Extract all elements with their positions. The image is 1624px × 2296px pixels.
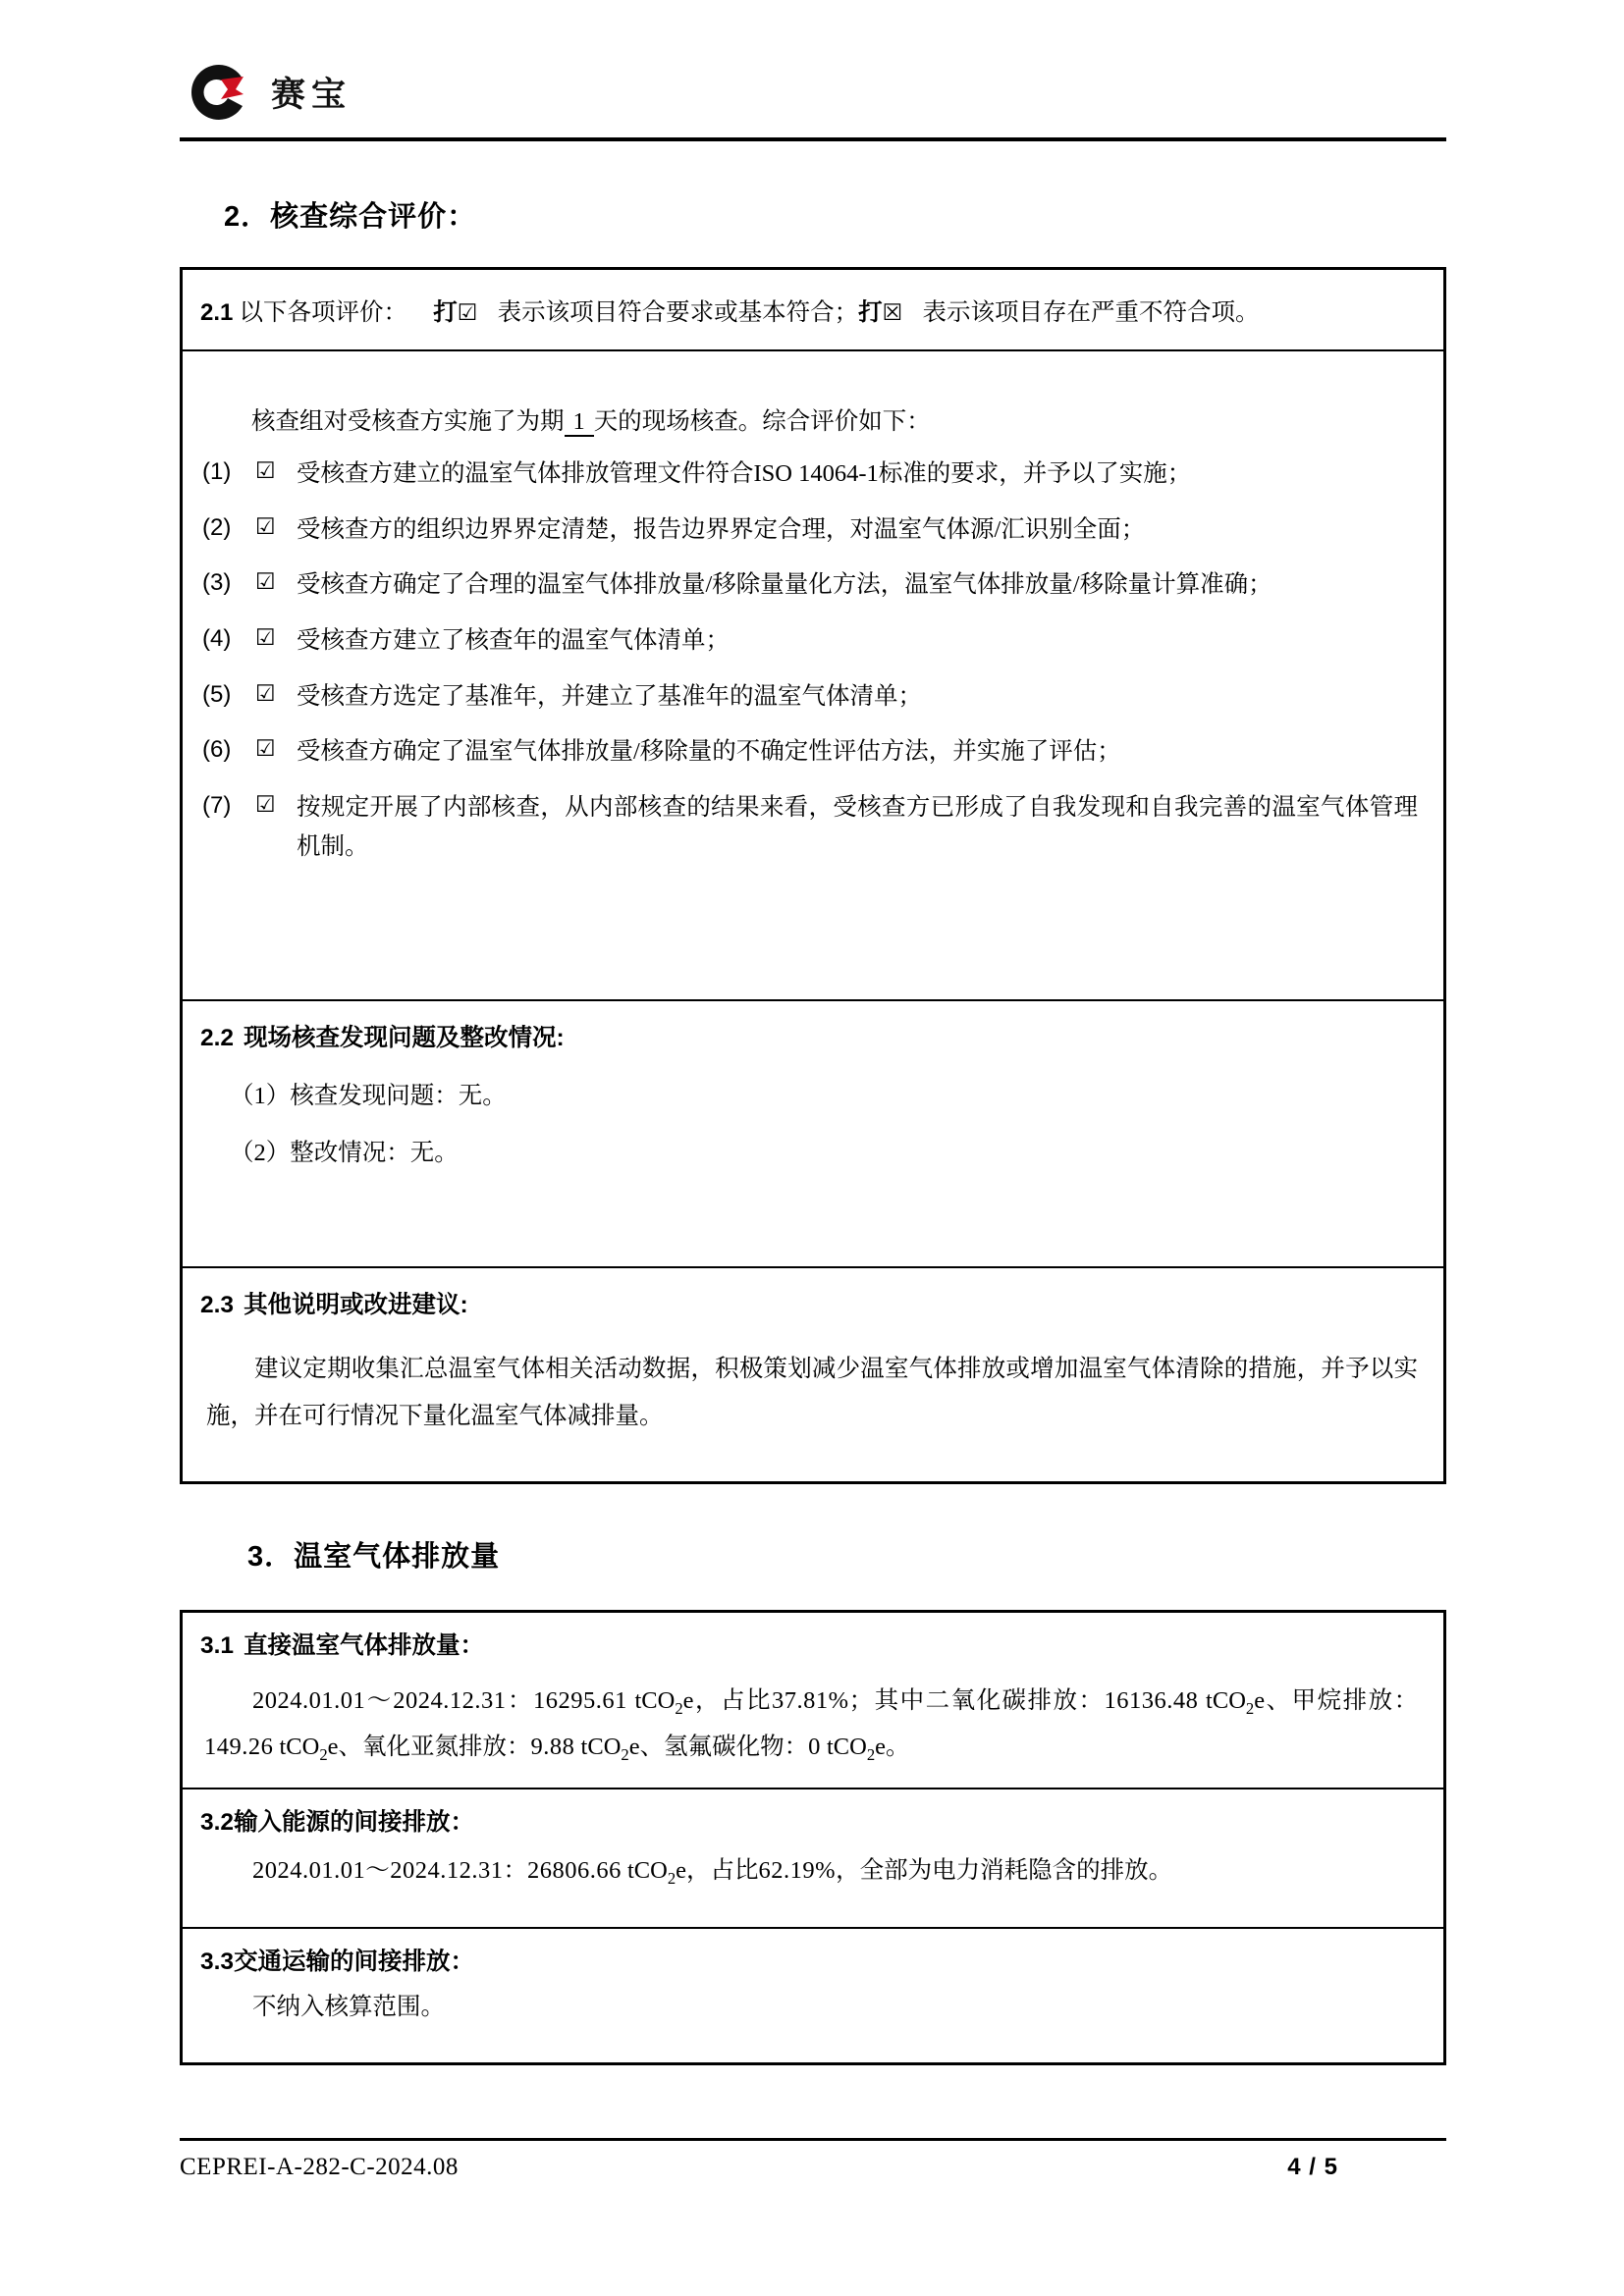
unit-label: tCO$_2$e [634,1687,694,1718]
page-current: 4 [1287,2154,1302,2180]
section-3-2-number: 3.2 [200,1809,235,1836]
note-3-2: 全部为电力消耗隐含的排放。 [859,1857,1173,1884]
unit-label: tCO$_2$e [580,1733,640,1764]
list-item [200,621,1418,661]
section-3-2-title: 输入能源的间接排放： [234,1809,475,1836]
section-2-3-title: 其他说明或改进建议: [244,1292,468,1318]
intro-text-before: 核查组对受核查方实施了为期 [251,408,565,435]
row-2-2 [183,999,1443,1266]
co2-value: 16136.48 [1104,1687,1199,1714]
checkbox-checked-icon[interactable]: ☑ [255,680,276,707]
list-item-number: (6) [202,736,232,764]
section-2-2-number: 2.2 [200,1025,235,1051]
checkbox-checked-icon[interactable]: ☑ [255,513,276,540]
row-2-1-lead: 以下各项评价： [239,299,407,326]
list-item-number: (5) [202,680,232,708]
list-item-number: (7) [202,792,232,820]
section-3-1-number: 3.1 [200,1632,235,1659]
unit-label: tCO$_2$e [279,1733,339,1764]
page-separator: / [1309,2154,1317,2180]
section-3-3-heading [183,1929,1443,1977]
section-2-2-title: 现场核查发现问题及整改情况: [244,1025,565,1051]
list-item [200,454,1418,494]
list-item-text: 受核查方确定了温室气体排放量/移除量的不确定性评估方法，并实施了评估； [297,738,1121,766]
section-2-3-number: 2.3 [200,1292,235,1318]
n2o-value: 9.88 [530,1733,575,1760]
section-2-2-heading [183,1001,1443,1053]
checkbox-checked-icon[interactable]: ☑ [255,736,276,763]
section-2-title: 2．核查综合评价： [224,201,477,233]
evaluation-checklist [183,437,1443,867]
section-3-title: 3．温室气体排放量 [247,1541,501,1573]
list-item [200,677,1418,717]
list-item-text: 按规定开展了内部核查，从内部核查的结果来看，受核查方已形成了自我发现和自我完善的温室气体管理机制。 [297,794,1418,860]
list-item [200,788,1418,866]
section-2-2-line-1: （1）核查发现问题：无。 [230,1083,507,1109]
list-item [200,732,1418,772]
list-item [200,510,1418,550]
document-code: CEPREI-A-282-C-2024.08 [180,2154,459,2180]
period-3-1: 2024.01.01～2024.12.31 [252,1687,507,1714]
checkbox-checked-icon[interactable]: ☑ [255,458,276,484]
list-item-text: 受核查方确定了合理的温室气体排放量/移除量量化方法，温室气体排放量/移除量计算准确； [297,571,1272,599]
list-item-number: (3) [202,569,232,597]
share-label-3-2: 占比 [710,1857,759,1884]
audit-days-blank[interactable]: 1 [565,408,594,437]
list-item-number: (4) [202,625,232,653]
logo [180,57,1446,128]
header-divider [180,137,1446,141]
page-number [1287,2154,1446,2181]
total-value-3-2: 26806.66 [527,1857,622,1884]
footer-content [180,2154,1446,2181]
list-item-text: 受核查方建立了核查年的温室气体清单； [297,627,730,655]
section-2-3-heading [183,1268,1443,1320]
list-item-text: 受核查方建立的温室气体排放管理文件符合ISO 14064-1标准的要求，并予以了实施； [297,460,1192,487]
period-3-2: 2024.01.01～2024.12.31 [252,1857,504,1884]
detail-label-3-1: 其中二氧化碳排放： [873,1687,1105,1714]
row-3-2 [183,1788,1443,1927]
checkbox-checked-icon[interactable]: ☑ [255,625,276,652]
ch4-value: 149.26 [204,1733,274,1760]
ceprei-c-arrow-logo-icon [189,63,249,122]
section-2-table [180,267,1446,1484]
unit-label: tCO$_2$e [1206,1687,1266,1718]
mark-text-bad: 表示该项目存在严重不符合项。 [922,299,1260,326]
share-value-3-2: 62.19% [758,1857,837,1884]
section-3-2-body: 2024.01.01～2024.12.31：26806.66 tCO$_2$e，占比62.19%，全部为电力消耗隐含的排放。 [252,1857,1173,1888]
share-value-3-1: 37.81% [772,1687,849,1714]
hfc-value: 0 [808,1733,821,1760]
checkbox-checked-icon[interactable]: ☑ [255,569,276,596]
list-item-text: 受核查方的组织边界界定清楚，报告边界界定合理，对温室气体源/汇识别全面； [297,515,1146,543]
section-3-3-body: 不纳入核算范围。 [252,1994,445,2020]
intro-text-after: 天的现场核查。综合评价如下： [593,408,931,435]
share-label-3-1: 占比 [721,1687,773,1714]
n2o-label: 氧化亚氮排放： [362,1733,531,1760]
section-3-table [180,1610,1446,2065]
page-total: 5 [1324,2154,1338,2180]
mark-text-ok: 表示该项目符合要求或基本符合； [497,299,859,326]
hfc-label: 氢氟碳化物： [664,1733,809,1760]
audit-intro-paragraph [183,351,1443,437]
row-3-1 [183,1613,1443,1788]
checkbox-bad-icon: ☒ [882,300,903,326]
list-item [200,565,1418,605]
section-3-3-title: 交通运输的间接排放： [234,1949,475,1975]
section-3-1-heading [183,1613,1443,1661]
section-3-1-title: 直接温室气体排放量： [244,1632,485,1659]
unit-label: tCO$_2$e [826,1733,887,1764]
section-2-3-body: 建议定期收集汇总温室气体相关活动数据，积极策划减少温室气体排放或增加温室气体清除的措施，并予以实施，并在可行情况下量化温室气体减排量。 [206,1356,1418,1429]
row-2-1-heading [183,270,1443,349]
list-item-number: (1) [202,458,232,485]
total-value-3-1: 16295.61 [533,1687,627,1714]
row-2-1 [183,270,1443,349]
list-item-number: (2) [202,513,232,541]
checkbox-ok-icon: ☑ [457,300,478,326]
list-item-text: 受核查方选定了基准年，并建立了基准年的温室气体清单； [297,682,922,710]
row-3-3 [183,1927,1443,2024]
row-2-3 [183,1266,1443,1440]
footer-divider [180,2138,1446,2141]
checkbox-checked-icon[interactable]: ☑ [255,792,276,819]
page-header [180,57,1446,147]
section-3-1-body: 2024.01.01～2024.12.31：16295.61 tCO$_2$e，占比37.81%；其中二氧化碳排放：16136.48 tCO$_2$e、甲烷排放：149.26 tCO$_2$e、氧化亚氮排放：9.88 tCO$_2$e、氢氟碳化物：0 tCO$_2$e。 [204,1687,1419,1764]
mark-label-bad: 打 [858,299,883,326]
section-3-3-number: 3.3 [200,1949,235,1975]
row-2-1-content [183,349,1443,999]
unit-label: tCO$_2$e [627,1857,687,1888]
section-3-2-heading [183,1789,1443,1838]
section-2-2-line-2: （2）整改情况：无。 [230,1139,459,1166]
mark-label-ok: 打 [433,299,458,326]
ch4-label: 甲烷排放： [1291,1687,1419,1714]
row-2-1-number: 2.1 [200,299,234,326]
logo-wordmark: 赛宝 [271,76,352,114]
